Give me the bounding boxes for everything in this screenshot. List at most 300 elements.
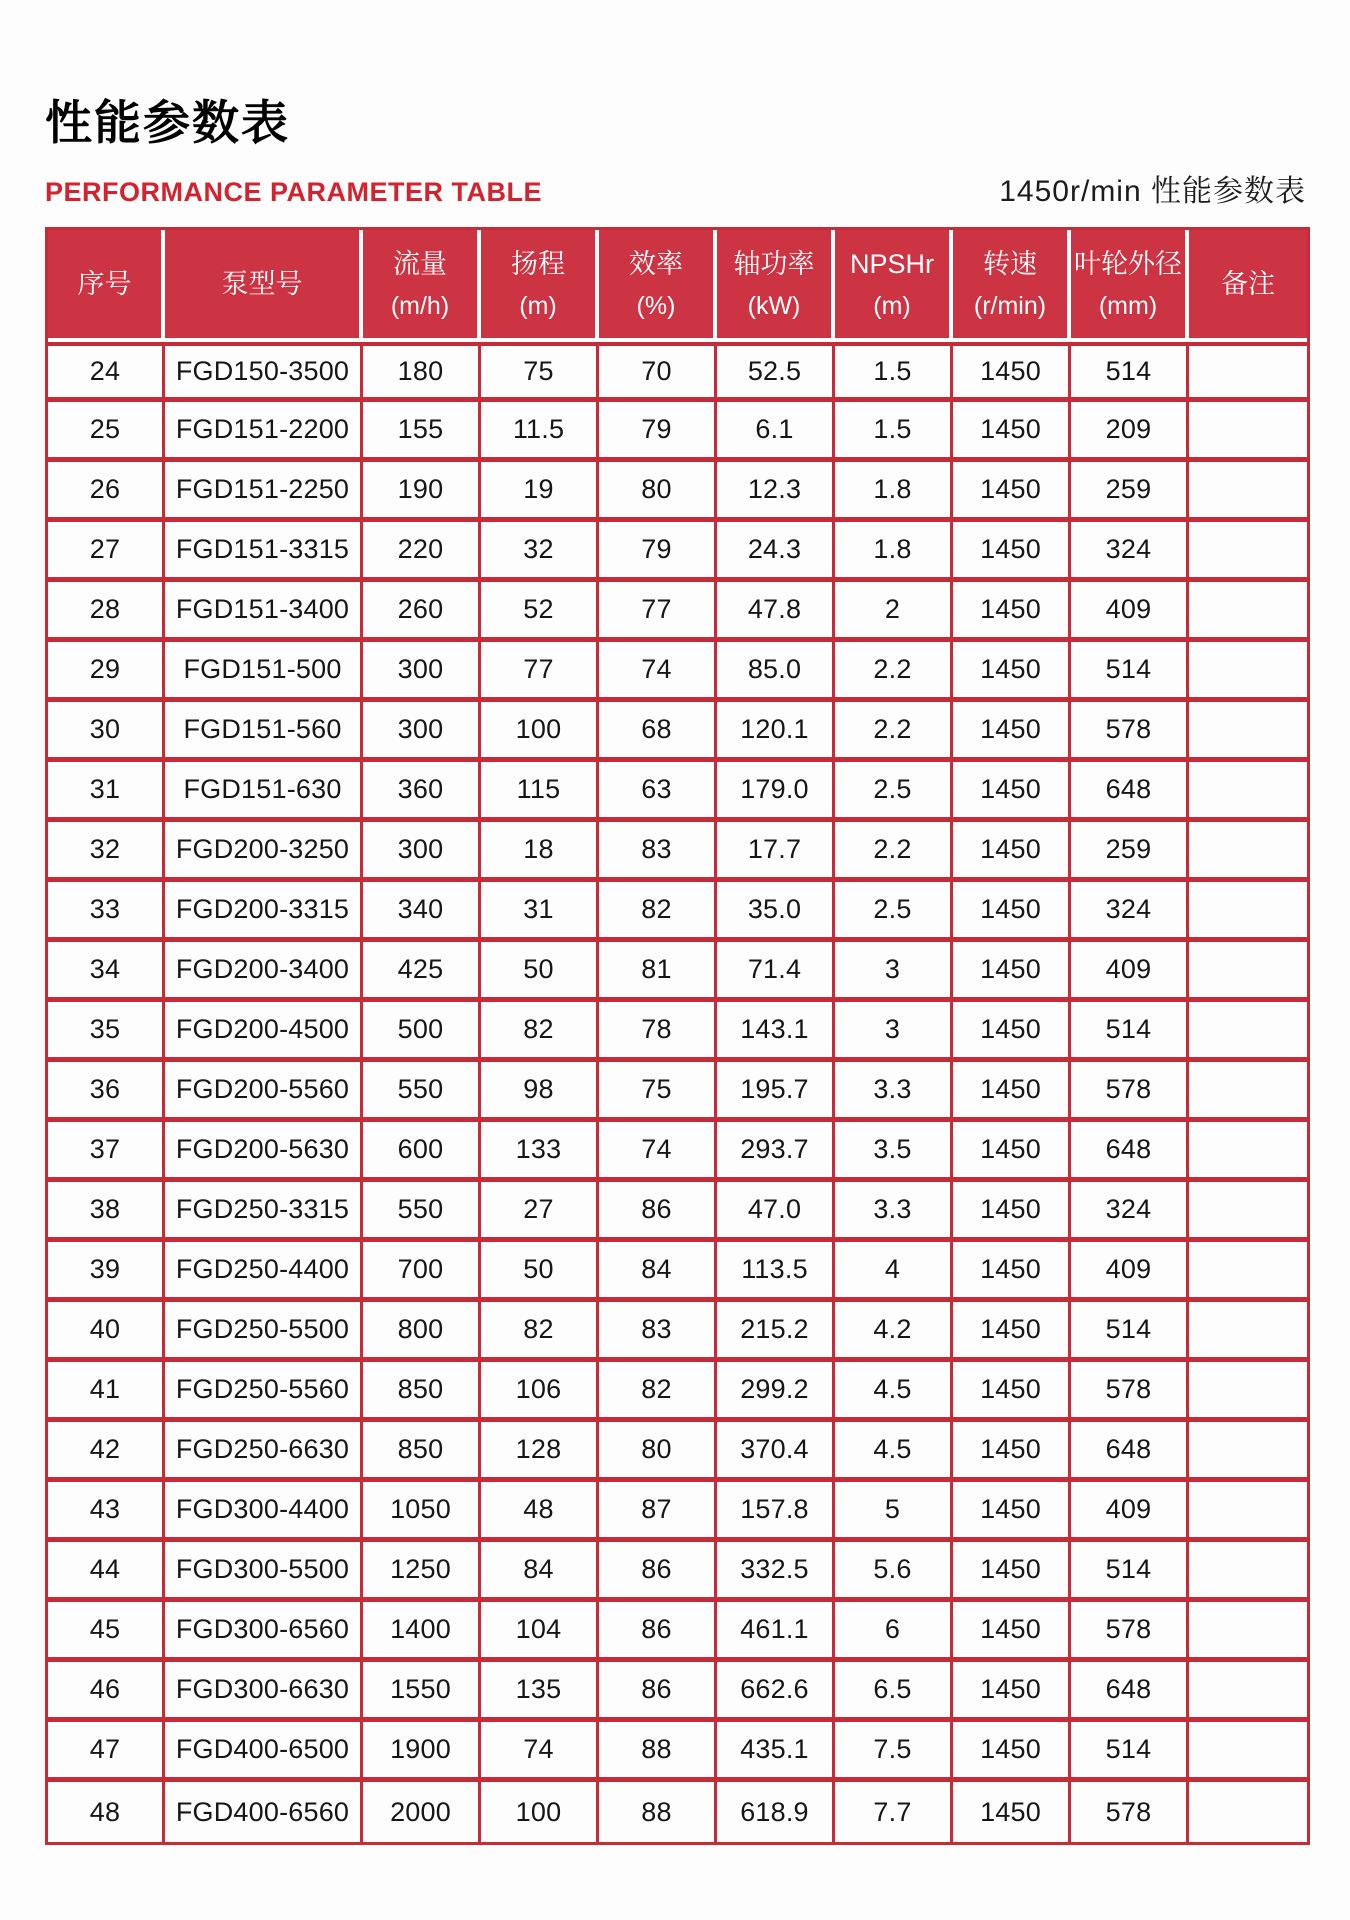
cell-efficiency: 75 xyxy=(599,1062,717,1122)
page-subtitle-en: PERFORMANCE PARAMETER TABLE xyxy=(45,177,542,208)
cell-npshr: 2.5 xyxy=(835,762,953,822)
cell-head: 100 xyxy=(481,702,599,762)
cell-flow: 360 xyxy=(363,762,481,822)
cell-speed: 1450 xyxy=(953,822,1071,882)
cell-flow: 260 xyxy=(363,582,481,642)
cell-shaft-power: 215.2 xyxy=(717,1302,835,1362)
cell-impeller-diameter: 578 xyxy=(1071,1362,1189,1422)
cell-impeller-diameter: 514 xyxy=(1071,1722,1189,1782)
cell-impeller-diameter: 259 xyxy=(1071,462,1189,522)
cell-model: FGD151-3400 xyxy=(165,582,363,642)
cell-speed: 1450 xyxy=(953,1182,1071,1242)
cell-index: 40 xyxy=(48,1302,165,1362)
cell-index: 25 xyxy=(48,402,165,462)
cell-head: 133 xyxy=(481,1122,599,1182)
cell-shaft-power: 12.3 xyxy=(717,462,835,522)
cell-model: FGD200-3400 xyxy=(165,942,363,1002)
column-header-speed xyxy=(953,230,1071,342)
cell-index: 41 xyxy=(48,1362,165,1422)
cell-speed: 1450 xyxy=(953,1662,1071,1722)
cell-efficiency: 82 xyxy=(599,882,717,942)
cell-impeller-diameter: 324 xyxy=(1071,882,1189,942)
table-row xyxy=(48,1242,1307,1302)
cell-npshr: 2 xyxy=(835,582,953,642)
cell-npshr: 5 xyxy=(835,1482,953,1542)
cell-remarks xyxy=(1189,882,1307,942)
cell-speed: 1450 xyxy=(953,702,1071,762)
cell-model: FGD250-5500 xyxy=(165,1302,363,1362)
cell-shaft-power: 17.7 xyxy=(717,822,835,882)
cell-head: 11.5 xyxy=(481,402,599,462)
cell-npshr: 7.5 xyxy=(835,1722,953,1782)
cell-speed: 1450 xyxy=(953,582,1071,642)
cell-model: FGD200-5630 xyxy=(165,1122,363,1182)
cell-efficiency: 83 xyxy=(599,1302,717,1362)
cell-impeller-diameter: 578 xyxy=(1071,1602,1189,1662)
cell-model: FGD151-2250 xyxy=(165,462,363,522)
table-row xyxy=(48,522,1307,582)
cell-remarks xyxy=(1189,1242,1307,1302)
cell-impeller-diameter: 514 xyxy=(1071,342,1189,402)
table-header xyxy=(48,230,1307,342)
cell-flow: 155 xyxy=(363,402,481,462)
cell-flow: 1550 xyxy=(363,1662,481,1722)
cell-flow: 850 xyxy=(363,1422,481,1482)
cell-remarks xyxy=(1189,1002,1307,1062)
table-row xyxy=(48,1122,1307,1182)
cell-index: 35 xyxy=(48,1002,165,1062)
cell-efficiency: 86 xyxy=(599,1602,717,1662)
cell-index: 37 xyxy=(48,1122,165,1182)
cell-remarks xyxy=(1189,1782,1307,1842)
cell-flow: 2000 xyxy=(363,1782,481,1842)
cell-head: 77 xyxy=(481,642,599,702)
cell-efficiency: 74 xyxy=(599,642,717,702)
table-row xyxy=(48,762,1307,822)
cell-shaft-power: 662.6 xyxy=(717,1662,835,1722)
cell-speed: 1450 xyxy=(953,1782,1071,1842)
cell-remarks xyxy=(1189,762,1307,822)
cell-remarks xyxy=(1189,1482,1307,1542)
cell-shaft-power: 370.4 xyxy=(717,1422,835,1482)
table-row xyxy=(48,1782,1307,1842)
cell-head: 50 xyxy=(481,1242,599,1302)
table-row xyxy=(48,1182,1307,1242)
cell-remarks xyxy=(1189,1602,1307,1662)
cell-head: 100 xyxy=(481,1782,599,1842)
cell-efficiency: 83 xyxy=(599,822,717,882)
column-header-remarks xyxy=(1189,230,1307,342)
cell-speed: 1450 xyxy=(953,342,1071,402)
cell-index: 36 xyxy=(48,1062,165,1122)
cell-efficiency: 88 xyxy=(599,1722,717,1782)
cell-head: 19 xyxy=(481,462,599,522)
cell-index: 45 xyxy=(48,1602,165,1662)
cell-remarks xyxy=(1189,642,1307,702)
cell-model: FGD200-5560 xyxy=(165,1062,363,1122)
cell-head: 52 xyxy=(481,582,599,642)
cell-efficiency: 86 xyxy=(599,1182,717,1242)
cell-index: 39 xyxy=(48,1242,165,1302)
cell-npshr: 2.5 xyxy=(835,882,953,942)
cell-flow: 600 xyxy=(363,1122,481,1182)
cell-speed: 1450 xyxy=(953,1722,1071,1782)
column-label: 扬程 xyxy=(511,248,565,279)
cell-shaft-power: 332.5 xyxy=(717,1542,835,1602)
column-header-model xyxy=(165,230,363,342)
cell-head: 75 xyxy=(481,342,599,402)
cell-flow: 550 xyxy=(363,1062,481,1122)
header-row xyxy=(48,230,1307,342)
cell-model: FGD151-630 xyxy=(165,762,363,822)
cell-shaft-power: 113.5 xyxy=(717,1242,835,1302)
cell-index: 38 xyxy=(48,1182,165,1242)
cell-model: FGD300-4400 xyxy=(165,1482,363,1542)
cell-speed: 1450 xyxy=(953,1122,1071,1182)
cell-impeller-diameter: 409 xyxy=(1071,942,1189,1002)
cell-flow: 220 xyxy=(363,522,481,582)
cell-speed: 1450 xyxy=(953,882,1071,942)
cell-index: 33 xyxy=(48,882,165,942)
cell-efficiency: 80 xyxy=(599,462,717,522)
cell-shaft-power: 157.8 xyxy=(717,1482,835,1542)
cell-index: 30 xyxy=(48,702,165,762)
cell-model: FGD400-6560 xyxy=(165,1782,363,1842)
cell-head: 135 xyxy=(481,1662,599,1722)
cell-efficiency: 70 xyxy=(599,342,717,402)
table-row xyxy=(48,1482,1307,1542)
cell-npshr: 3.5 xyxy=(835,1122,953,1182)
cell-npshr: 4.2 xyxy=(835,1302,953,1362)
cell-npshr: 2.2 xyxy=(835,822,953,882)
cell-remarks xyxy=(1189,1542,1307,1602)
cell-npshr: 5.6 xyxy=(835,1542,953,1602)
table-row xyxy=(48,1662,1307,1722)
column-unit: (m) xyxy=(519,291,557,320)
cell-remarks xyxy=(1189,402,1307,462)
column-header-impeller-diameter xyxy=(1071,230,1189,342)
cell-efficiency: 88 xyxy=(599,1782,717,1842)
cell-shaft-power: 195.7 xyxy=(717,1062,835,1122)
cell-efficiency: 63 xyxy=(599,762,717,822)
cell-speed: 1450 xyxy=(953,402,1071,462)
cell-npshr: 6.5 xyxy=(835,1662,953,1722)
cell-flow: 425 xyxy=(363,942,481,1002)
cell-head: 31 xyxy=(481,882,599,942)
table-row xyxy=(48,822,1307,882)
table-row xyxy=(48,702,1307,762)
cell-flow: 300 xyxy=(363,702,481,762)
cell-head: 98 xyxy=(481,1062,599,1122)
cell-impeller-diameter: 409 xyxy=(1071,1482,1189,1542)
column-unit: (kW) xyxy=(747,291,801,320)
cell-impeller-diameter: 648 xyxy=(1071,1122,1189,1182)
table-row xyxy=(48,342,1307,402)
cell-head: 84 xyxy=(481,1542,599,1602)
cell-index: 29 xyxy=(48,642,165,702)
cell-npshr: 3.3 xyxy=(835,1062,953,1122)
cell-index: 24 xyxy=(48,342,165,402)
cell-model: FGD250-4400 xyxy=(165,1242,363,1302)
cell-impeller-diameter: 514 xyxy=(1071,642,1189,702)
cell-head: 74 xyxy=(481,1722,599,1782)
table-row xyxy=(48,1002,1307,1062)
column-unit: (mm) xyxy=(1098,291,1158,320)
table-row xyxy=(48,402,1307,462)
cell-flow: 300 xyxy=(363,642,481,702)
column-unit: (%) xyxy=(636,291,676,320)
cell-impeller-diameter: 514 xyxy=(1071,1302,1189,1362)
table-row xyxy=(48,1602,1307,1662)
cell-impeller-diameter: 514 xyxy=(1071,1002,1189,1062)
cell-speed: 1450 xyxy=(953,762,1071,822)
table-body xyxy=(48,342,1307,1842)
cell-remarks xyxy=(1189,702,1307,762)
cell-flow: 550 xyxy=(363,1182,481,1242)
cell-speed: 1450 xyxy=(953,1062,1071,1122)
cell-remarks xyxy=(1189,1182,1307,1242)
cell-model: FGD250-3315 xyxy=(165,1182,363,1242)
cell-shaft-power: 618.9 xyxy=(717,1782,835,1842)
column-header-index xyxy=(48,230,165,342)
cell-head: 82 xyxy=(481,1302,599,1362)
cell-npshr: 1.8 xyxy=(835,522,953,582)
cell-index: 32 xyxy=(48,822,165,882)
cell-npshr: 6 xyxy=(835,1602,953,1662)
cell-head: 32 xyxy=(481,522,599,582)
cell-npshr: 4.5 xyxy=(835,1422,953,1482)
cell-speed: 1450 xyxy=(953,1602,1071,1662)
cell-npshr: 1.5 xyxy=(835,402,953,462)
cell-impeller-diameter: 578 xyxy=(1071,1782,1189,1842)
cell-model: FGD400-6500 xyxy=(165,1722,363,1782)
column-label: 效率 xyxy=(629,248,683,279)
cell-shaft-power: 120.1 xyxy=(717,702,835,762)
cell-flow: 300 xyxy=(363,822,481,882)
cell-speed: 1450 xyxy=(953,1422,1071,1482)
column-header-head xyxy=(481,230,599,342)
cell-index: 26 xyxy=(48,462,165,522)
table-row xyxy=(48,642,1307,702)
cell-efficiency: 74 xyxy=(599,1122,717,1182)
cell-model: FGD200-4500 xyxy=(165,1002,363,1062)
cell-head: 50 xyxy=(481,942,599,1002)
table-row xyxy=(48,1722,1307,1782)
cell-npshr: 1.5 xyxy=(835,342,953,402)
column-label: 转速 xyxy=(983,248,1037,279)
table-row xyxy=(48,942,1307,1002)
cell-speed: 1450 xyxy=(953,1242,1071,1302)
performance-parameter-table xyxy=(45,227,1310,1845)
column-label: NPSHr xyxy=(849,248,934,279)
cell-flow: 700 xyxy=(363,1242,481,1302)
cell-speed: 1450 xyxy=(953,1002,1071,1062)
table-row xyxy=(48,582,1307,642)
cell-remarks xyxy=(1189,1062,1307,1122)
cell-shaft-power: 179.0 xyxy=(717,762,835,822)
table-row xyxy=(48,1422,1307,1482)
cell-efficiency: 79 xyxy=(599,402,717,462)
cell-model: FGD151-3315 xyxy=(165,522,363,582)
cell-shaft-power: 85.0 xyxy=(717,642,835,702)
cell-efficiency: 82 xyxy=(599,1362,717,1422)
cell-flow: 800 xyxy=(363,1302,481,1362)
cell-efficiency: 86 xyxy=(599,1542,717,1602)
cell-speed: 1450 xyxy=(953,1362,1071,1422)
column-label: 轴功率 xyxy=(733,248,815,279)
cell-impeller-diameter: 578 xyxy=(1071,702,1189,762)
subtitle-row xyxy=(45,166,1310,210)
cell-head: 27 xyxy=(481,1182,599,1242)
cell-remarks xyxy=(1189,522,1307,582)
cell-shaft-power: 143.1 xyxy=(717,1002,835,1062)
cell-impeller-diameter: 648 xyxy=(1071,1662,1189,1722)
column-label: 备注 xyxy=(1221,268,1275,299)
column-unit: (m) xyxy=(873,291,911,320)
cell-impeller-diameter: 409 xyxy=(1071,1242,1189,1302)
cell-flow: 500 xyxy=(363,1002,481,1062)
column-header-efficiency xyxy=(599,230,717,342)
cell-speed: 1450 xyxy=(953,942,1071,1002)
cell-impeller-diameter: 409 xyxy=(1071,582,1189,642)
cell-remarks xyxy=(1189,1122,1307,1182)
cell-impeller-diameter: 514 xyxy=(1071,1542,1189,1602)
cell-flow: 1400 xyxy=(363,1602,481,1662)
cell-shaft-power: 52.5 xyxy=(717,342,835,402)
cell-flow: 180 xyxy=(363,342,481,402)
cell-efficiency: 81 xyxy=(599,942,717,1002)
cell-efficiency: 87 xyxy=(599,1482,717,1542)
cell-index: 27 xyxy=(48,522,165,582)
cell-npshr: 1.8 xyxy=(835,462,953,522)
cell-impeller-diameter: 648 xyxy=(1071,762,1189,822)
cell-speed: 1450 xyxy=(953,1302,1071,1362)
cell-flow: 850 xyxy=(363,1362,481,1422)
cell-remarks xyxy=(1189,822,1307,882)
column-unit: (r/min) xyxy=(973,291,1047,320)
column-label: 流量 xyxy=(393,248,447,279)
table-row xyxy=(48,1302,1307,1362)
cell-shaft-power: 47.0 xyxy=(717,1182,835,1242)
cell-flow: 190 xyxy=(363,462,481,522)
cell-model: FGD150-3500 xyxy=(165,342,363,402)
cell-shaft-power: 293.7 xyxy=(717,1122,835,1182)
cell-efficiency: 79 xyxy=(599,522,717,582)
cell-impeller-diameter: 648 xyxy=(1071,1422,1189,1482)
cell-model: FGD250-6630 xyxy=(165,1422,363,1482)
column-label: 泵型号 xyxy=(221,268,303,299)
cell-npshr: 2.2 xyxy=(835,702,953,762)
cell-shaft-power: 71.4 xyxy=(717,942,835,1002)
cell-shaft-power: 35.0 xyxy=(717,882,835,942)
cell-remarks xyxy=(1189,1302,1307,1362)
cell-index: 47 xyxy=(48,1722,165,1782)
column-header-npshr xyxy=(835,230,953,342)
cell-index: 46 xyxy=(48,1662,165,1722)
cell-model: FGD200-3315 xyxy=(165,882,363,942)
column-header-flow xyxy=(363,230,481,342)
cell-head: 18 xyxy=(481,822,599,882)
cell-remarks xyxy=(1189,582,1307,642)
speed-caption: 1450r/min 性能参数表 xyxy=(999,175,1306,209)
cell-remarks xyxy=(1189,1422,1307,1482)
cell-efficiency: 80 xyxy=(599,1422,717,1482)
cell-flow: 1900 xyxy=(363,1722,481,1782)
cell-index: 31 xyxy=(48,762,165,822)
cell-impeller-diameter: 578 xyxy=(1071,1062,1189,1122)
table-row xyxy=(48,462,1307,522)
cell-model: FGD250-5560 xyxy=(165,1362,363,1422)
cell-npshr: 3.3 xyxy=(835,1182,953,1242)
cell-efficiency: 86 xyxy=(599,1662,717,1722)
cell-index: 28 xyxy=(48,582,165,642)
cell-remarks xyxy=(1189,1662,1307,1722)
table-row xyxy=(48,1362,1307,1422)
cell-shaft-power: 47.8 xyxy=(717,582,835,642)
cell-flow: 1250 xyxy=(363,1542,481,1602)
cell-remarks xyxy=(1189,1362,1307,1422)
cell-efficiency: 78 xyxy=(599,1002,717,1062)
cell-model: FGD151-2200 xyxy=(165,402,363,462)
column-unit: (m/h) xyxy=(390,291,450,320)
cell-npshr: 4.5 xyxy=(835,1362,953,1422)
cell-head: 104 xyxy=(481,1602,599,1662)
column-label: 叶轮外径 xyxy=(1074,248,1182,279)
cell-model: FGD300-6560 xyxy=(165,1602,363,1662)
cell-model: FGD300-5500 xyxy=(165,1542,363,1602)
cell-index: 43 xyxy=(48,1482,165,1542)
cell-npshr: 2.2 xyxy=(835,642,953,702)
table-row xyxy=(48,882,1307,942)
cell-speed: 1450 xyxy=(953,522,1071,582)
cell-head: 128 xyxy=(481,1422,599,1482)
cell-head: 48 xyxy=(481,1482,599,1542)
cell-head: 106 xyxy=(481,1362,599,1422)
table-row xyxy=(48,1542,1307,1602)
cell-remarks xyxy=(1189,1722,1307,1782)
cell-head: 82 xyxy=(481,1002,599,1062)
cell-speed: 1450 xyxy=(953,1482,1071,1542)
cell-impeller-diameter: 209 xyxy=(1071,402,1189,462)
cell-speed: 1450 xyxy=(953,1542,1071,1602)
cell-efficiency: 68 xyxy=(599,702,717,762)
cell-shaft-power: 435.1 xyxy=(717,1722,835,1782)
cell-shaft-power: 24.3 xyxy=(717,522,835,582)
cell-model: FGD151-500 xyxy=(165,642,363,702)
cell-impeller-diameter: 259 xyxy=(1071,822,1189,882)
cell-npshr: 3 xyxy=(835,1002,953,1062)
cell-efficiency: 84 xyxy=(599,1242,717,1302)
cell-flow: 340 xyxy=(363,882,481,942)
cell-speed: 1450 xyxy=(953,642,1071,702)
cell-speed: 1450 xyxy=(953,462,1071,522)
cell-model: FGD151-560 xyxy=(165,702,363,762)
column-header-shaft-power xyxy=(717,230,835,342)
column-label: 序号 xyxy=(77,268,132,299)
table-row xyxy=(48,1062,1307,1122)
page-title: 性能参数表 xyxy=(45,96,290,149)
cell-shaft-power: 6.1 xyxy=(717,402,835,462)
cell-index: 44 xyxy=(48,1542,165,1602)
cell-remarks xyxy=(1189,942,1307,1002)
cell-model: FGD200-3250 xyxy=(165,822,363,882)
cell-index: 42 xyxy=(48,1422,165,1482)
cell-shaft-power: 299.2 xyxy=(717,1362,835,1422)
cell-npshr: 7.7 xyxy=(835,1782,953,1842)
cell-shaft-power: 461.1 xyxy=(717,1602,835,1662)
cell-head: 115 xyxy=(481,762,599,822)
cell-efficiency: 77 xyxy=(599,582,717,642)
